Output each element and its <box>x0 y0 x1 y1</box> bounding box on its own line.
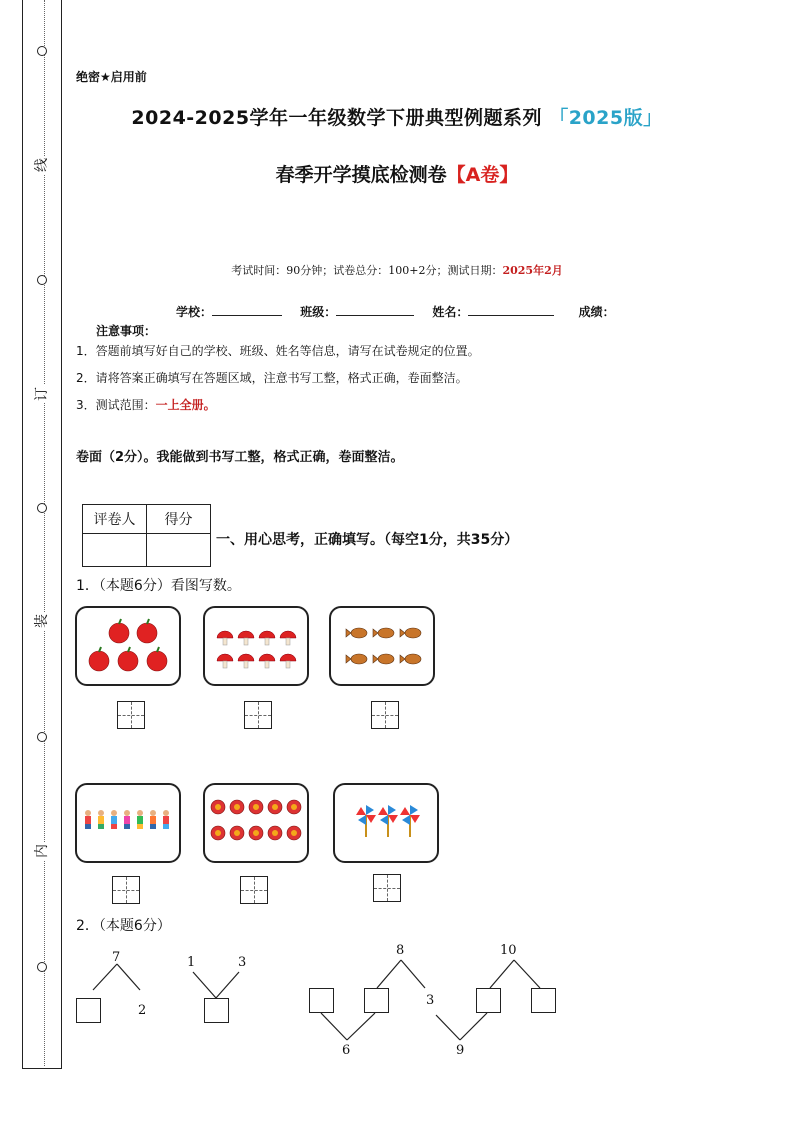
fish-icon <box>351 628 367 638</box>
number-8: 8 <box>396 943 405 958</box>
exam-title-main: 2024-2025学年一年级数学下册典型例题系列 <box>131 107 543 129</box>
apple-icon <box>118 651 138 671</box>
notice-item-3-prefix: 3．测试范围： <box>76 398 156 412</box>
student-info-fields <box>176 303 615 320</box>
mushroom-icon <box>238 654 254 661</box>
binding-circle <box>37 503 47 513</box>
binding-char-ding: 订 <box>34 387 50 401</box>
child-icon <box>150 810 156 829</box>
exam-subtitle-main: 春季开学摸底检测卷 <box>275 164 447 186</box>
score-cell[interactable] <box>147 534 211 567</box>
exam-info <box>0 262 794 278</box>
grader-header: 评卷人 <box>83 505 147 534</box>
mushroom-icon <box>238 631 254 638</box>
answer-box[interactable] <box>204 998 229 1023</box>
picture-box-fish <box>329 606 435 686</box>
picture-box-pinwheels <box>333 783 439 863</box>
picture-box-children <box>75 783 181 863</box>
picture-box-mushrooms <box>203 606 309 686</box>
notice-item-3 <box>76 396 216 413</box>
confidential-mark: 绝密★启用前 <box>76 70 147 84</box>
fish-icon <box>351 654 367 664</box>
binding-char-zhuang: 装 <box>34 614 50 628</box>
answer-grid-box[interactable] <box>240 876 268 904</box>
answer-grid-box[interactable] <box>373 874 401 902</box>
answer-box[interactable] <box>364 988 389 1013</box>
binding-circle <box>37 46 47 56</box>
answer-grid-box[interactable] <box>244 701 272 729</box>
neatness-statement: 卷面（2分）。我能做到书写工整，格式正确，卷面整洁。 <box>76 450 404 465</box>
pinwheel-icon <box>378 805 398 837</box>
flowers-picture <box>205 785 307 861</box>
child-icon <box>137 810 143 829</box>
children-picture <box>77 785 179 861</box>
child-icon <box>124 810 130 829</box>
number-10: 10 <box>500 943 517 958</box>
mushroom-icon <box>280 654 296 661</box>
fish-picture <box>331 608 433 684</box>
number-6: 6 <box>342 1043 351 1058</box>
exam-date: 2025年2月 <box>502 264 563 277</box>
score-table <box>82 504 211 567</box>
exam-title-edition: 「2025版」 <box>549 107 663 129</box>
mushroom-icon <box>259 631 275 638</box>
binding-circle <box>37 732 47 742</box>
pinwheel-icon <box>400 805 420 837</box>
pinwheel-icon <box>356 805 376 837</box>
number-3: 3 <box>238 955 247 970</box>
apple-icon <box>89 651 109 671</box>
mushrooms-picture <box>205 608 307 684</box>
child-icon <box>111 810 117 829</box>
fish-icon <box>405 628 421 638</box>
answer-box[interactable] <box>476 988 501 1013</box>
answer-grid-box[interactable] <box>371 701 399 729</box>
school-field[interactable] <box>212 305 282 316</box>
answer-grid-box[interactable] <box>112 876 140 904</box>
child-icon <box>85 810 91 829</box>
apple-icon <box>109 623 129 643</box>
pinwheels-picture <box>335 785 437 861</box>
section-1-title: 一、用心思考，正确填写。（每空1分，共35分） <box>216 532 519 548</box>
mushroom-icon <box>280 631 296 638</box>
number-3: 3 <box>426 993 435 1008</box>
notice-item-2: 2．请将答案正确填写在答题区域，注意书写工整，格式正确，卷面整洁。 <box>76 371 468 385</box>
fish-icon <box>378 628 394 638</box>
exam-info-text: 考试时间：90分钟；试卷总分：100+2分；测试日期： <box>231 264 503 277</box>
exam-volume: 【A卷】 <box>446 164 519 186</box>
answer-box[interactable] <box>76 998 101 1023</box>
number-7: 7 <box>112 950 121 965</box>
fish-icon <box>378 654 394 664</box>
number-9: 9 <box>456 1043 465 1058</box>
school-label: 学校： <box>176 305 213 319</box>
notice-heading: 注意事项： <box>96 324 157 338</box>
child-icon <box>98 810 104 829</box>
question-1: 1．（本题6分）看图写数。 <box>76 578 241 594</box>
name-label: 姓名： <box>432 305 469 319</box>
score-header: 得分 <box>147 505 211 534</box>
number-2: 2 <box>138 1003 147 1018</box>
class-label: 班级： <box>300 305 337 319</box>
picture-box-flowers <box>203 783 309 863</box>
picture-box-apples <box>75 606 181 686</box>
answer-grid-box[interactable] <box>117 701 145 729</box>
child-icon <box>163 810 169 829</box>
score-label: 成绩： <box>578 305 615 319</box>
grader-cell[interactable] <box>83 534 147 567</box>
apples-picture <box>77 608 179 684</box>
binding-char-xian: 线 <box>34 158 50 172</box>
apple-icon <box>147 651 167 671</box>
notice-item-1: 1．答题前填写好自己的学校、班级、姓名等信息，请写在试卷规定的位置。 <box>76 344 480 358</box>
apple-icon <box>137 623 157 643</box>
exam-title <box>0 103 794 130</box>
fish-icon <box>405 654 421 664</box>
name-field[interactable] <box>468 305 554 316</box>
mushroom-icon <box>217 654 233 661</box>
class-field[interactable] <box>336 305 414 316</box>
question-2: 2．（本题6分） <box>76 918 171 934</box>
mushroom-icon <box>217 631 233 638</box>
test-range: 一上全册。 <box>155 398 216 412</box>
binding-char-nei: 内 <box>34 844 50 858</box>
mushroom-icon <box>259 654 275 661</box>
answer-box[interactable] <box>531 988 556 1013</box>
answer-box[interactable] <box>309 988 334 1013</box>
number-1: 1 <box>187 955 196 970</box>
exam-subtitle <box>0 160 794 187</box>
